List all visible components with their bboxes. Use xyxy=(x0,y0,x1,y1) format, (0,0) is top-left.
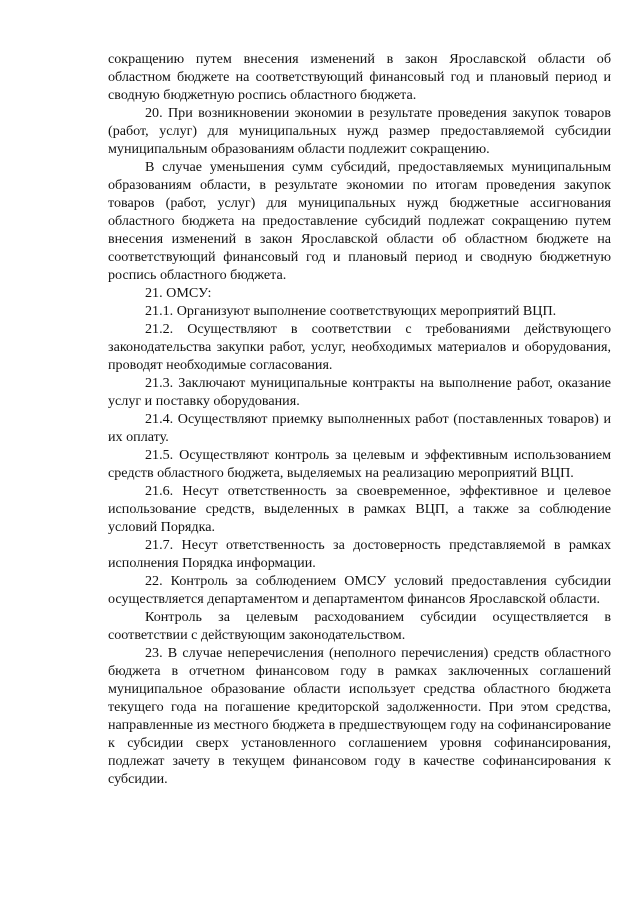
paragraph-continuation: сокращению путем внесения изменений в закон Ярославской области об областном бюджете на соответствующий финансовый год и плановый период и сводную бюджетную роспись областного бюджета. xyxy=(108,51,611,103)
paragraph-item-21-5: 21.5. Осуществляют контроль за целевым и эффективным использованием средств областного бюджета, выделяемых на реализацию мероприятий ВЦП. xyxy=(108,447,611,481)
paragraph-item-21-6: 21.6. Несут ответственность за своевременное, эффективное и целевое использование средств, выделенных в рамках ВЦП, а также за соблюдение условий Порядка. xyxy=(108,483,611,535)
paragraph-item-22: 22. Контроль за соблюдением ОМСУ условий предоставления субсидии осуществляется департаментом и департаментом финансов Ярославской области. xyxy=(108,573,611,607)
paragraph-item-22-control: Контроль за целевым расходованием субсидии осуществляется в соответствии с действующим законодательством. xyxy=(108,609,611,643)
paragraph-item-21-1: 21.1. Организуют выполнение соответствующих мероприятий ВЦП. xyxy=(145,303,557,319)
paragraph-item-23: 23. В случае неперечисления (неполного перечисления) средств областного бюджета в отчетном финансовом году в рамках заключенных соглашений муниципальное образование области использует средства областного бюджета текущего года на погашение кредиторской задолженности. При этом средства, направленные из местного бюджета в предшествующем году на софинансирование к субсидии сверх установленного соглашением уровня софинансирования, подлежат зачету в текущем финансовом году в качестве софинансирования к субсидии. xyxy=(108,645,611,787)
paragraph-item-21-3: 21.3. Заключают муниципальные контракты на выполнение работ, оказание услуг и поставку оборудования. xyxy=(108,375,611,409)
paragraph-item-21-2: 21.2. Осуществляют в соответствии с требованиями действующего законодательства закупки работ, услуг, необходимых материалов и оборудования, проводят необходимые согласования. xyxy=(108,321,611,373)
paragraph-item-21-heading: 21. ОМСУ: xyxy=(145,285,212,301)
paragraph-item-21-4: 21.4. Осуществляют приемку выполненных работ (поставленных товаров) и их оплату. xyxy=(108,411,611,445)
document-page xyxy=(108,50,611,788)
paragraph-item-20: 20. При возникновении экономии в результате проведения закупок товаров (работ, услуг) для муниципальных нужд размер предоставляемой субсидии муниципальным образованиям области подлежит сокращению. xyxy=(108,105,611,157)
paragraph-item-21-7: 21.7. Несут ответственность за достоверность представляемой в рамках исполнения Порядка информации. xyxy=(108,537,611,571)
paragraph-item-20-reduction: В случае уменьшения сумм субсидий, предоставляемых муниципальным образованиям области, в результате экономии по итогам проведения закупок товаров (работ, услуг) для муниципальных нужд бюджетные ассигнования областного бюджета на предоставление субсидий подлежат сокращению путем внесения изменений в закон Ярославской области об областном бюджете на соответствующий финансовый год и плановый период и сводную бюджетную роспись областного бюджета. xyxy=(108,159,611,283)
